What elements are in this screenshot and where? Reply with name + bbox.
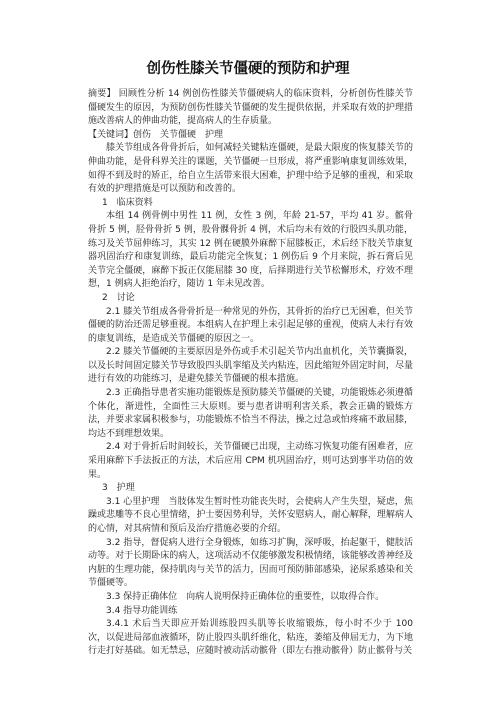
discussion-paragraph-2-3: 2.3 正确指导患者实施功能锻炼是预防膝关节僵硬的关键，功能锻炼必须遵循个体化，渐进性，全面性三大原则。要与患者讲明利害关系，教会正确的锻炼方法，并要求家属积极参与，功能锻炼不恰当不得法，操之过急或怕疼痛不敢屈膝，均达不到理想效果。 [88, 388, 413, 439]
nursing-paragraph-3-3: 3.3 保持正确体位 向病人说明保持正确体位的重要性，以取得合作。 [106, 591, 385, 602]
keywords-paragraph: 【关键词】创伤 关节僵硬 护理 [88, 129, 224, 140]
intro-paragraph: 膝关节组成各骨骨折后，如何减轻关键粘连僵硬，是最大限度的恢复膝关节的伸曲功能，是骨科界关注的课题，关节僵硬一旦形成，将严重影响康复训练效果，如得不到及时的矫正，给自立生活带来很大困难，护理中给予足够的重视，和采取有效的护理措施是可以预防和改善的。 [88, 143, 413, 195]
document-body [88, 88, 413, 659]
nursing-paragraph-3-4-1: 3.4.1 术后当天即应开始训练股四头肌等长收缩锻炼，每小时不少于 100 次，以促进局部血液循环，防止股四头肌纤维化，粘连，萎缩及伸屈无力，为下地行走打好基础。如无禁忌，应随时被动活动髌骨（即左右推动髌骨）防止髌骨与关 [88, 619, 413, 657]
section-heading-clinical-data: 1 临床资料 [102, 197, 153, 208]
discussion-paragraph-2-4: 2.4 对于骨折后时间较长，关节僵硬已出现，主动练习恢复功能有困难者，应采用麻醉下手法扳正的方法，术后应用 CPM 机巩固治疗，则可达到事半功倍的效果。 [88, 442, 413, 480]
section-heading-nursing: 3 护理 [102, 483, 135, 494]
document-title: 创伤性膝关节僵硬的预防和护理 [146, 61, 350, 77]
section-heading-discussion: 2 讨论 [102, 292, 135, 303]
clinical-data-paragraph: 本组 14 例骨例中男性 11 例，女性 3 例，年龄 21-57，平均 41 岁。髌骨骨折 5 例，胫骨骨折 5 例，股骨髁骨折 4 例，术后均未有效的行股四头肌功能，练习及关节屈伸练习，其实 12 例在硬膜外麻醉下屈膝板正，术后经下肢关节康复器巩固治疗和康复训练，最后功能完全恢复；1 例伤后 9 个月来院，拆石膏后见关节完全僵硬，麻醉下扳正仅能屈膝 30 度，后择期进行关节松懈形术，疗效不理想，1 例病人拒绝治疗，随访 1 年未见改善。 [88, 211, 413, 290]
discussion-paragraph-2-1: 2.1 膝关节组成各骨骨折是一种常见的外伤，其骨折的治疗已无困难，但关节僵硬的防治还需足够重视。本组病人在护理上未引起足够的重视，使病人未行有效的康复训练，是造成关节僵硬的原因之一。 [88, 306, 413, 344]
nursing-paragraph-3-1: 3.1 心里护理 当肢体发生暂时性功能丧失时，会使病人产生失望，疑虑，焦躁或悲雕等不良心里情绪，护士要因势利导，关怀安慰病人，耐心解释，理解病人的心情，对其病情和预后及治疗措施必要的介绍。 [88, 496, 413, 534]
nursing-paragraph-3-2: 3.2 指导，督促病人进行全身锻炼，如练习扩胸，深呼吸，抬起躯干，健肢活动等。对于长期卧床的病人，这项活动不仅能够激发积极情绪，该能够改善神经及内脏的生理功能，保持肌肉与关节的活力，因而可预防肺部感染，泌尿系感染和关节僵硬等。 [88, 537, 413, 589]
abstract-paragraph: 摘要】 回顾性分析 14 例创伤性膝关节僵硬病人的临床资料，分析创伤性膝关节僵硬发生的原因，为预防创伤性膝关节僵硬的发生提供依据，并采取有效的护理措施改善病人的伸曲功能，提高病人的生存质量。 [88, 89, 413, 127]
discussion-paragraph-2-2: 2.2 膝关节僵硬的主要原因是外伤或手术引起关节内出血机化，关节囊撕裂，以及长时间固定膝关节导致股四头肌挛缩及关内粘连，因此缩短外固定时间，尽量进行有效的功能练习，是避免膝关节僵硬的根本措施。 [88, 347, 413, 385]
nursing-paragraph-3-4: 3.4 指导功能训练 [106, 605, 178, 616]
